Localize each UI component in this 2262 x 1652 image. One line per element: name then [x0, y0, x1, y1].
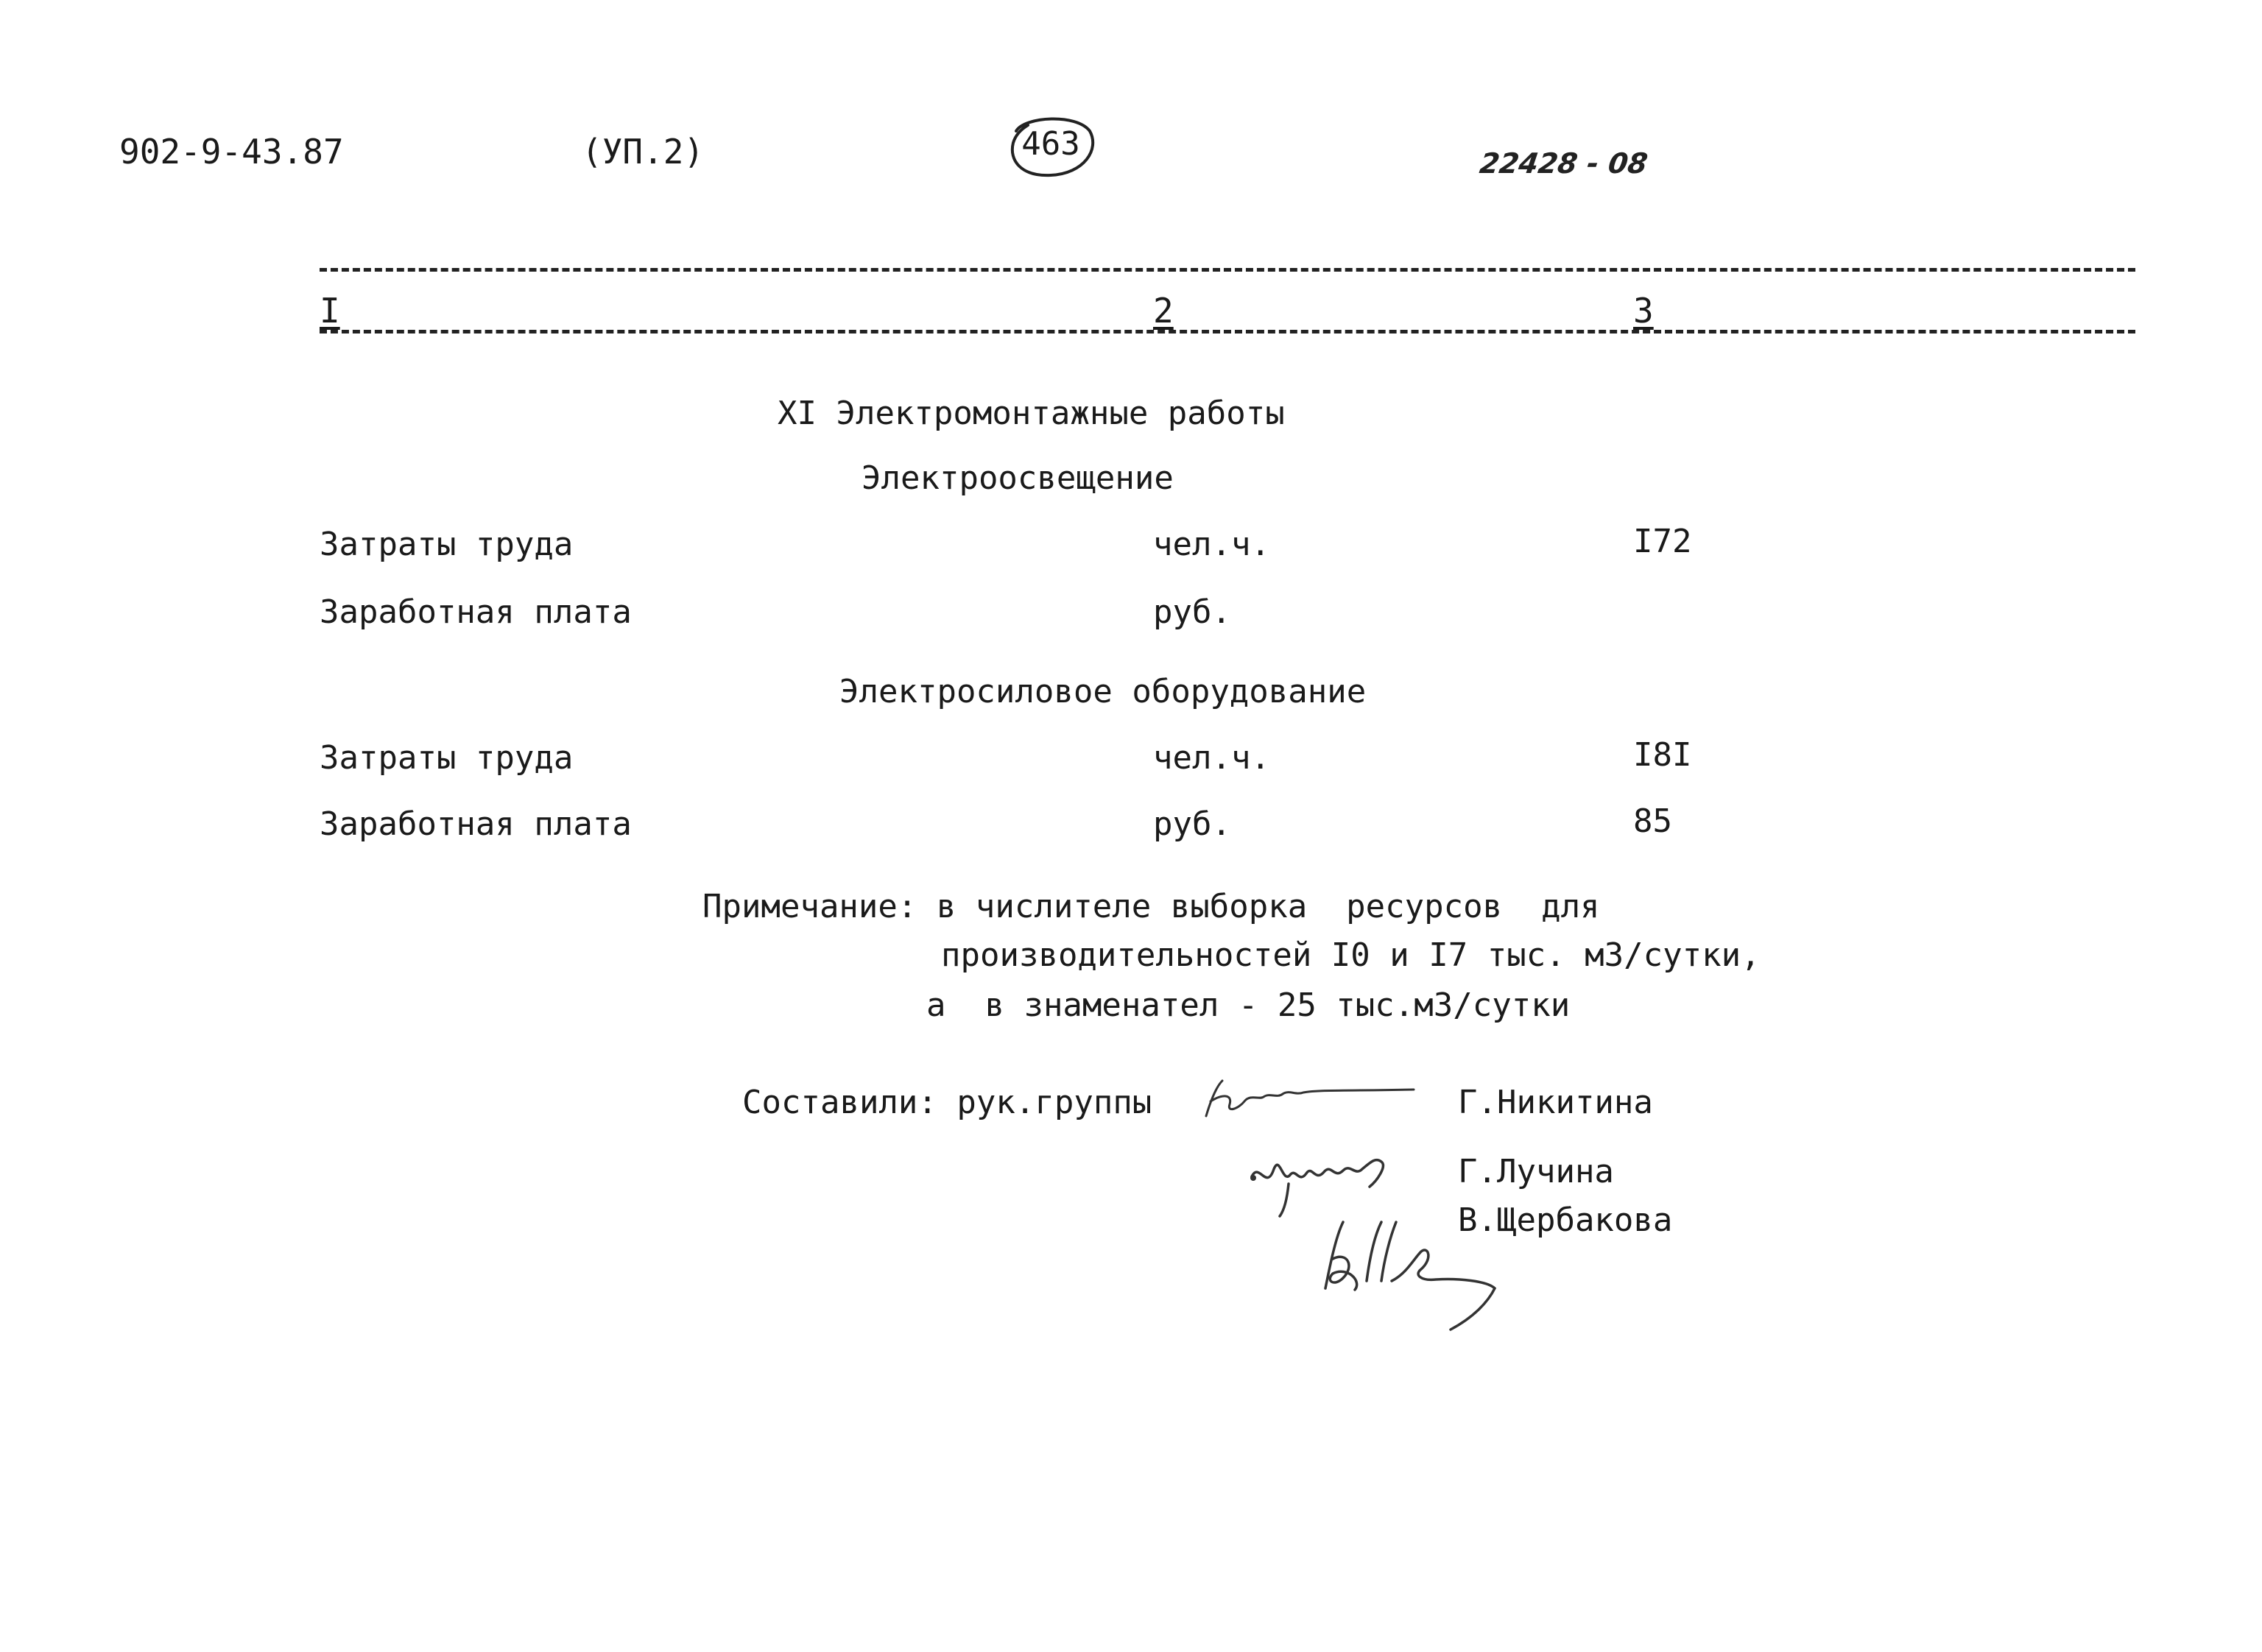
compiler-name: Г.Никитина	[1458, 1084, 1653, 1121]
row-value: I72	[1633, 523, 1692, 560]
row-value: 85	[1633, 802, 1672, 840]
album-code: (УП.2)	[582, 132, 705, 172]
page-number: 463	[1021, 125, 1080, 163]
section-title: XI Электромонтажные работы	[778, 395, 1285, 432]
column-1-label: I	[320, 292, 348, 330]
note-line-2: производительностей I0 и I7 тыс. м3/сутки,	[941, 936, 1761, 974]
subsection-title: Электроосвещение	[862, 459, 1174, 497]
compiler-name: В.Щербакова	[1458, 1201, 1673, 1239]
subsection-title: Электросиловое оборудование	[839, 673, 1367, 710]
row-value: I8I	[1633, 736, 1692, 774]
row-unit: чел.ч.	[1153, 739, 1270, 777]
signature-1	[1200, 1072, 1421, 1123]
table-header-rule	[320, 330, 2135, 333]
column-2-label: 2	[1153, 292, 1181, 330]
row-unit: руб.	[1153, 805, 1231, 843]
row-label: Затраты труда	[320, 526, 574, 563]
compiled-by-label: Составили: рук.группы	[742, 1084, 1152, 1121]
row-label: Заработная плата	[320, 805, 632, 843]
registration-stamp: 22428 - 08	[1477, 147, 1650, 180]
doc-code: 902-9-43.87	[119, 132, 344, 172]
row-label: Затраты труда	[320, 739, 574, 777]
row-unit: руб.	[1153, 593, 1231, 631]
table-top-rule	[320, 268, 2135, 272]
note-line-3: а в знаменател - 25 тыс.м3/сутки	[926, 986, 1571, 1024]
note-line-1: Примечание: в числителе выборка ресурсов для	[702, 888, 1600, 925]
page-number-circle	[1003, 109, 1099, 183]
row-label: Заработная плата	[320, 593, 632, 631]
signature-3	[1311, 1207, 1502, 1332]
compiler-name: Г.Лучина	[1458, 1153, 1614, 1190]
row-unit: чел.ч.	[1153, 526, 1270, 563]
column-3-label: 3	[1633, 292, 1661, 330]
